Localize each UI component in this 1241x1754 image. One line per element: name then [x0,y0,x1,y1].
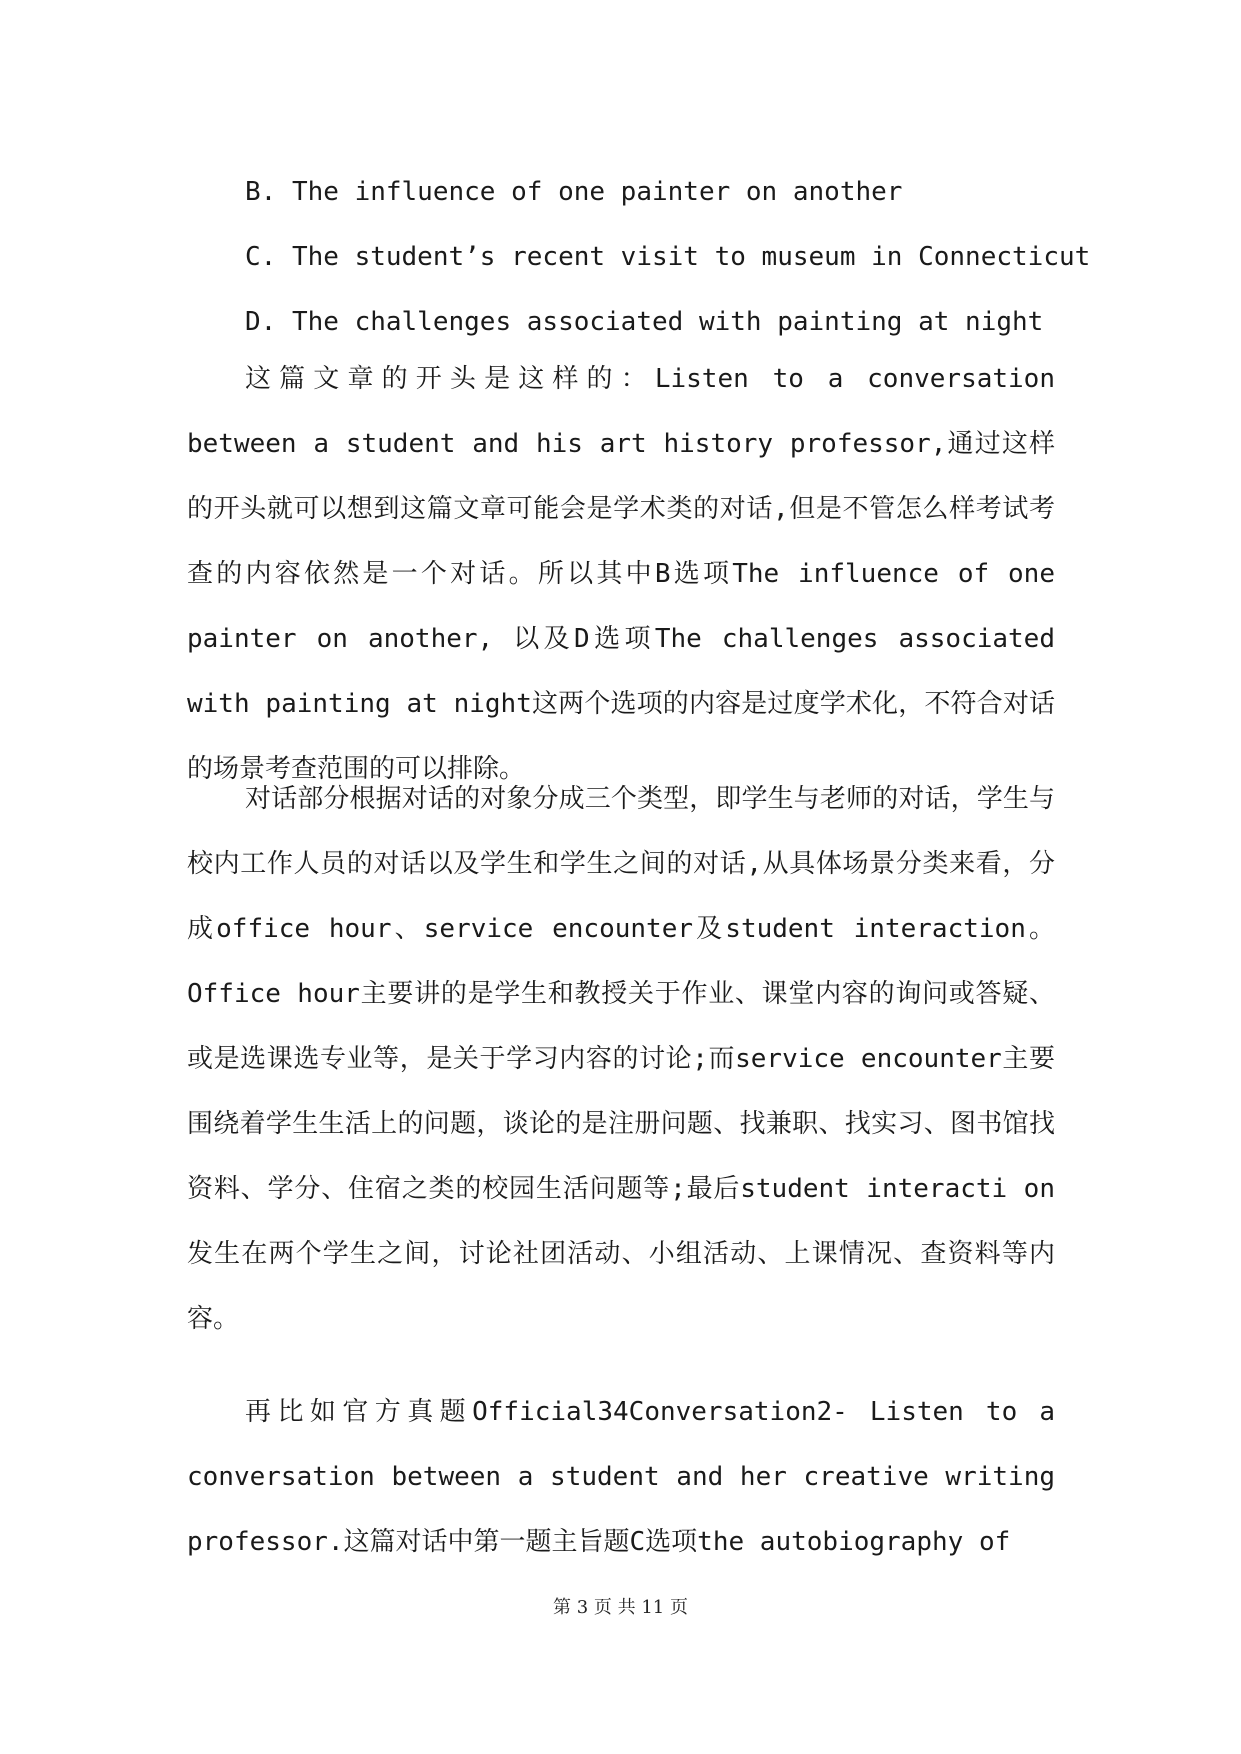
paragraph-example: 再比如官方真题Official34Conversation2- Listen to a conversation between a student and her creative writing professor.这篇对话中第一题主旨题C选项the autobiography of [187,1397,1055,1557]
answer-options [245,160,1105,355]
option-d: D. The challenges associated with painting at night [245,307,1044,337]
page-footer: 第 3 页 共 11 页 [553,1597,688,1618]
option-c: C. The student’s recent visit to museum in Connecticut [245,242,1091,272]
paragraph-analysis: 这篇文章的开头是这样的：Listen to a conversation between a student and his art history professor,通过这样的开头就可以想到这篇文章可能会是学术类的对话,但是不管怎么样考试考查的内容依然是一个对话。所以其中B选项The influence of one painter on another, 以及D选项The challenges associated with painting at night这两个选项的内容是过度学术化，不符合对话的场景考查范围的可以排除。 [187,364,1055,784]
option-b: B. The influence of one painter on another [245,177,903,207]
paragraph-conversation-types: 对话部分根据对话的对象分成三个类型，即学生与老师的对话，学生与校内工作人员的对话以及学生和学生之间的对话,从具体场景分类来看，分成office hour、service encounter及student interaction。Office hour主要讲的是学生和教授关于作业、课堂内容的询问或答疑、或是选课选专业等，是关于学习内容的讨论;而service encounter主要围绕着学生生活上的问题，谈论的是注册问题、找兼职、找实习、图书馆找资料、学分、住宿之类的校园生活问题等;最后student interacti on发生在两个学生之间，讨论社团活动、小组活动、上课情况、查资料等内容。 [187,784,1055,1334]
